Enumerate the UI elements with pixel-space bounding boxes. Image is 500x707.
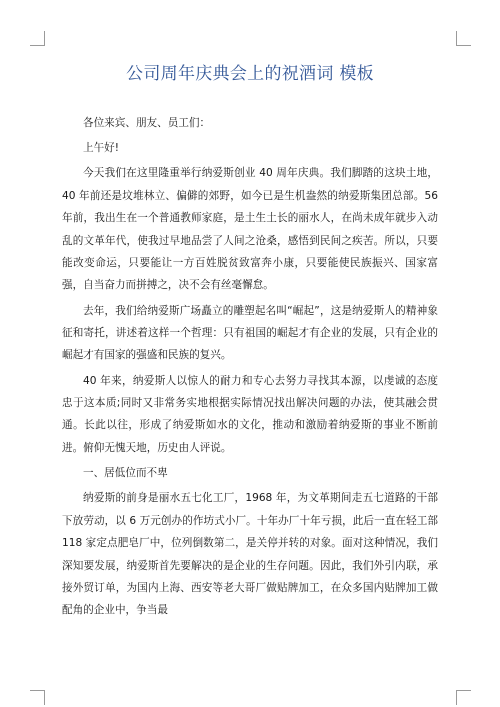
body-paragraph: 纳爱斯的前身是丽水五七化工厂，1968 年，为文革期间走五七道路的干部下放劳动，以 6 万元创办的作坊式小厂。十年办厂十年亏损，此后一直在轻工部 118 家定点肥皂厂中，位列倒数第二，是关停并转的对象。面对这种情况，我们深知要发展，纳爱斯首先要解决的是企业的生存问题。因此，我们外引内联，承接外贸订单，为国内上海、西安等老大哥厂做贴牌加工，在众多国内贴牌加工做配角的企业中，争当最 xyxy=(62,492,438,617)
body-paragraph: 去年，我们给纳爱斯广场矗立的雕塑起名叫“崛起”，这是纳爱斯人的精神象征和寄托，讲述着这样一个哲理：只有祖国的崛起才有企业的发展，只有企业的崛起才有国家的强盛和民族的复兴。 xyxy=(62,304,438,362)
document-body xyxy=(62,112,438,625)
crop-mark-top-left xyxy=(30,31,45,46)
crop-mark-bottom-right xyxy=(456,690,471,705)
greeting-paragraph: 各位来宾、朋友、员工们： xyxy=(83,117,211,129)
body-paragraph: 今天我们在这里隆重举行纳爱斯创业 40 周年庆典。我们脚踏的这块土地，40 年前还是坟堆林立、偏僻的郊野，如今已是生机盎然的纳爱斯集团总部。56 年前，我出生在一个普通教师家庭，是土生土长的丽水人，在尚未成年就步入动乱的文革年代，使我过早地品尝了人间之沧桑，感悟到民间之疾苦。所以，只要能改变命运，只要能让一方百姓脱贫致富奔小康，只要能使民族振兴、国家富强，自当奋力而拼搏之，决不会有丝毫懈怠。 xyxy=(62,167,438,292)
body-paragraph: 40 年来，纳爱斯人以惊人的耐力和专心去努力寻找其本源，以虔诚的态度忠于这本质;同时又非常务实地根据实际情况找出解决问题的办法，使其融会贯通。长此以往，形成了纳爱斯如水的文化，推动和激励着纳爱斯的事业不断前进。俯仰无愧天地，历史由人评说。 xyxy=(62,374,438,454)
document-title: 公司周年庆典会上的祝酒词 模板 xyxy=(126,64,374,84)
salutation-paragraph: 上午好! xyxy=(83,142,120,155)
section-heading: 一、居低位而不卑 xyxy=(83,467,168,480)
crop-mark-top-right xyxy=(456,31,471,46)
crop-mark-bottom-left xyxy=(30,690,45,705)
